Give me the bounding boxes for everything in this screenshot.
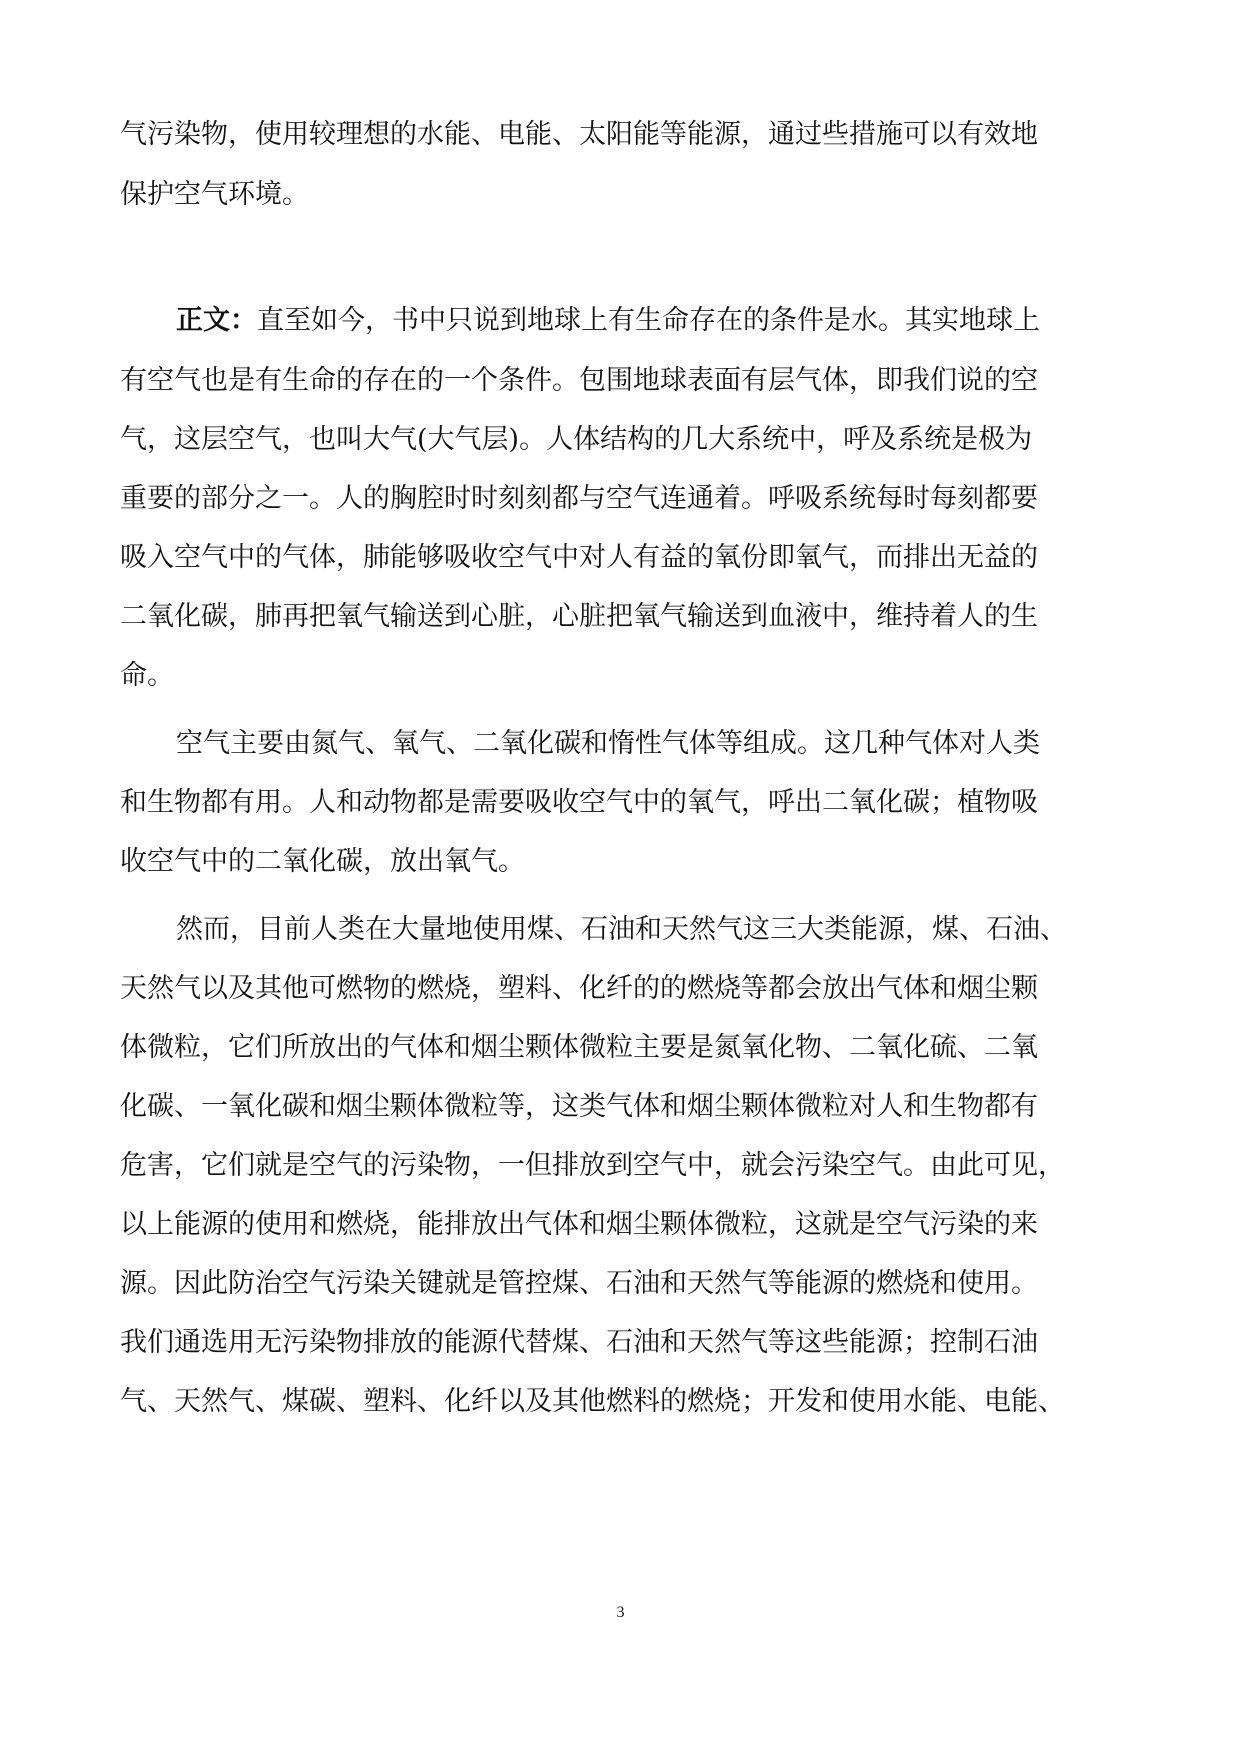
paragraph2-line-2: 和生物都有用。人和动物都是需要吸收空气中的氧气，呼出二氧化碳；植物吸 xyxy=(120,787,1038,818)
paragraph1-line-6: 二氧化碳，肺再把氧气输送到心脏，心脏把氧气输送到血液中，维持着人的生 xyxy=(120,601,1038,632)
paragraph3-line-6: 以上能源的使用和燃烧，能排放出气体和烟尘颗体微粒，这就是空气污染的来 xyxy=(120,1209,1038,1240)
paragraph1-line-4: 重要的部分之一。人的胸腔时时刻刻都与空气连通着。呼吸系统每时每刻都要 xyxy=(120,483,1038,514)
paragraph3-line-1: 然而，目前人类在大量地使用煤、石油和天然气这三大类能源，煤、石油、 xyxy=(176,914,1067,945)
paragraph1-line-2: 有空气也是有生命的存在的一个条件。包围地球表面有层气体，即我们说的空 xyxy=(120,365,1038,396)
paragraph3-line-7: 源。因此防治空气污染关键就是管控煤、石油和天然气等能源的燃烧和使用。 xyxy=(120,1268,1038,1299)
paragraph3-line-8: 我们通选用无污染物排放的能源代替煤、石油和天然气等这些能源；控制石油 xyxy=(120,1327,1038,1358)
paragraph3-line-9: 气、天然气、煤碳、塑料、化纤以及其他燃料的燃烧；开发和使用水能、电能、 xyxy=(120,1386,1065,1417)
paragraph1-line-1 xyxy=(176,301,1040,341)
paragraph2-line-1: 空气主要由氮气、氧气、二氧化碳和惰性气体等组成。这几种气体对人类 xyxy=(176,728,1040,759)
paragraph3-line-5: 危害，它们就是空气的污染物，一但排放到空气中，就会污染空气。由此可见， xyxy=(120,1150,1065,1181)
paragraph3-line-3: 体微粒，它们所放出的气体和烟尘颗体微粒主要是氮氧化物、二氧化硫、二氧 xyxy=(120,1032,1038,1063)
paragraph3-line-2: 天然气以及其他可燃物的燃烧，塑料、化纤的的燃烧等都会放出气体和烟尘颗 xyxy=(120,973,1038,1004)
paragraph1-line-5: 吸入空气中的气体，肺能够吸收空气中对人有益的氧份即氧气，而排出无益的 xyxy=(120,542,1038,573)
intro-line-1: 气污染物，使用较理想的水能、电能、太阳能等能源，通过些措施可以有效地 xyxy=(120,119,1038,150)
paragraph1-line-7: 命。 xyxy=(120,660,174,691)
paragraph1-line-1-text: 直至如今，书中只说到地球上有生命存在的条件是水。其实地球上 xyxy=(257,305,1040,336)
paragraph2-line-3: 收空气中的二氧化碳，放出氧气。 xyxy=(120,846,525,877)
body-label: 正文： xyxy=(176,305,257,336)
page-number: 3 xyxy=(616,1604,625,1621)
paragraph1-line-3: 气，这层空气，也叫大气(大气层)。人体结构的几大系统中，呼及系统是极为 xyxy=(120,424,1033,455)
paragraph3-line-4: 化碳、一氧化碳和烟尘颗体微粒等，这类气体和烟尘颗体微粒对人和生物都有 xyxy=(120,1091,1038,1122)
intro-line-2: 保护空气环境。 xyxy=(120,179,309,210)
